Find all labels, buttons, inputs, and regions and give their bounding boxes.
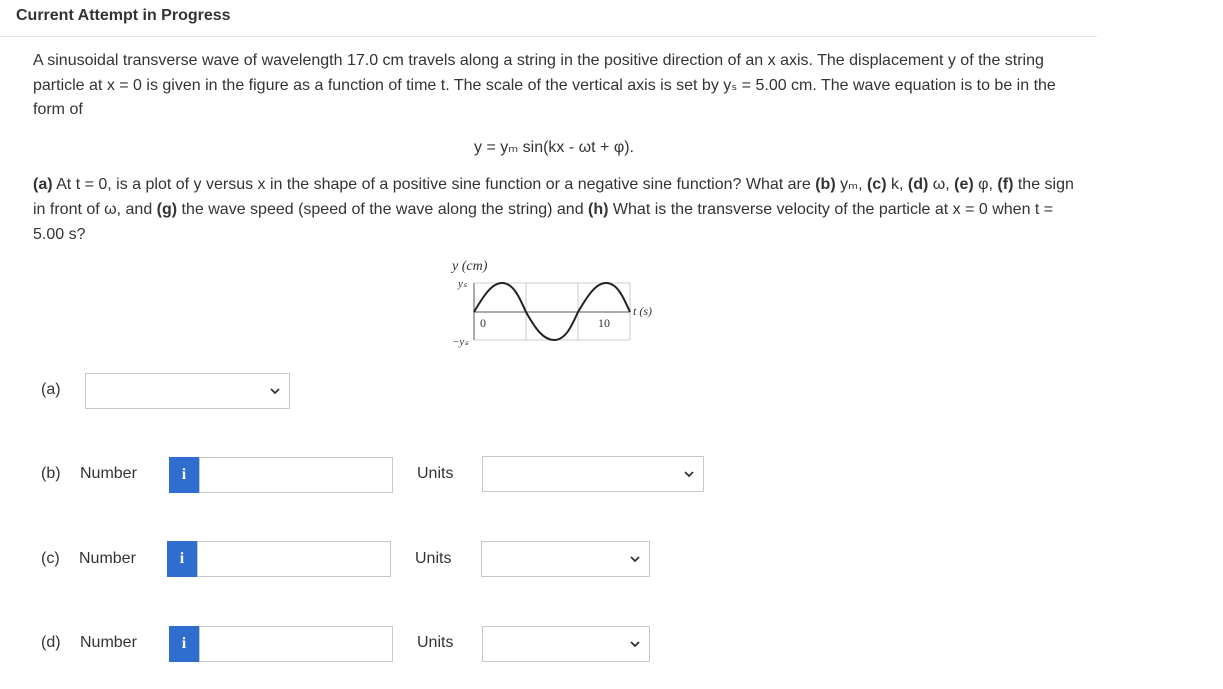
- chevron-down-icon: [629, 553, 641, 565]
- answer-b-number-input[interactable]: [199, 457, 393, 493]
- question-text-g: the wave speed (speed of the wave along the string) and: [177, 201, 589, 218]
- answer-c-units-dropdown[interactable]: [481, 541, 650, 577]
- card-header: [0, 0, 1097, 37]
- part-d-marker: (d): [907, 176, 929, 193]
- info-icon[interactable]: i: [169, 457, 199, 493]
- answer-c-number-input[interactable]: [197, 541, 391, 577]
- chevron-down-icon: [269, 385, 281, 397]
- question-text-f: the sign in front of ω, and: [33, 176, 1074, 218]
- answer-b-units-dropdown[interactable]: [482, 456, 704, 492]
- problem-statement: A sinusoidal transverse wave of wavelength 17.0 cm travels along a string in the positive direction of an x axis. The displacement y of the string particle at x = 0 is given in the figure as a function of time t. The scale of the vertical axis is set by yₛ = 5.00 cm. The wave equation is to be in the form of: [33, 52, 1056, 118]
- answer-d-number-input[interactable]: [199, 626, 393, 662]
- question-text: [33, 172, 1083, 247]
- neg-ys-label: −yₛ: [452, 336, 469, 348]
- part-d-units-label: Units: [417, 634, 454, 651]
- question-text-h: What is the transverse velocity of the particle at x = 0 when t = 5.00 s?: [33, 201, 1054, 243]
- part-b-number-label: Number: [80, 465, 137, 482]
- part-b-marker: (b): [815, 176, 836, 193]
- chevron-down-icon: [683, 468, 695, 480]
- question-text-b: yₘ,: [835, 176, 867, 193]
- part-d-label: (d): [41, 634, 61, 651]
- wave-equation: y = yₘ sin(kx - ωt + φ).: [474, 139, 634, 156]
- tick-10: 10: [598, 316, 610, 330]
- part-e-marker: (e): [954, 176, 974, 193]
- tick-0: 0: [480, 316, 486, 330]
- question-text-e: φ,: [973, 176, 998, 193]
- answer-d-units-dropdown[interactable]: [482, 626, 650, 662]
- part-b-label: (b): [41, 465, 61, 482]
- info-icon[interactable]: i: [169, 626, 199, 662]
- y-axis-label: y (cm): [452, 259, 488, 274]
- part-a-marker: (a): [33, 176, 53, 193]
- part-c-number-label: Number: [79, 550, 136, 567]
- ys-label: yₛ: [458, 278, 467, 290]
- question-text-d: ω,: [928, 176, 955, 193]
- t-axis-label: t (s): [633, 304, 652, 318]
- answer-a-dropdown[interactable]: [85, 373, 290, 409]
- part-c-units-label: Units: [415, 550, 452, 567]
- part-h-marker: (h): [588, 201, 609, 218]
- wave-figure: [440, 255, 670, 365]
- part-a-label: (a): [41, 381, 61, 398]
- info-icon[interactable]: i: [167, 541, 197, 577]
- chevron-down-icon: [629, 638, 641, 650]
- part-f-marker: (f): [997, 176, 1014, 193]
- part-b-units-label: Units: [417, 465, 454, 482]
- part-c-label: (c): [41, 550, 60, 567]
- question-text-c: k,: [886, 176, 908, 193]
- part-g-marker: (g): [156, 201, 178, 218]
- attempt-title: Current Attempt in Progress: [16, 7, 231, 24]
- part-d-number-label: Number: [80, 634, 137, 651]
- question-text-a: At t = 0, is a plot of y versus x in the shape of a positive sine function or a negative sine function? What are: [52, 176, 816, 193]
- part-c-marker: (c): [866, 176, 887, 193]
